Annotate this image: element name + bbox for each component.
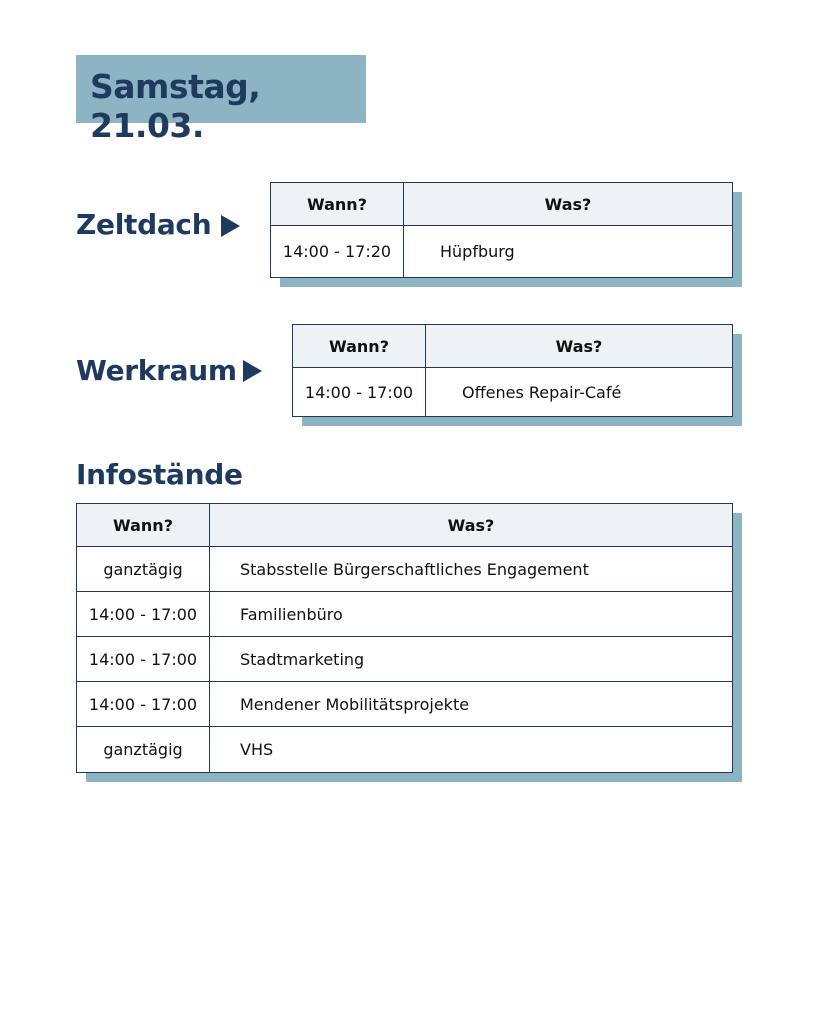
cell-what: Stadtmarketing — [210, 637, 733, 682]
col-header-when: Wann? — [293, 325, 426, 368]
cell-when: 14:00 - 17:00 — [293, 368, 426, 417]
col-header-what: Was? — [404, 183, 733, 226]
section-title-werkraum: Werkraum — [76, 354, 237, 387]
werkraum-table — [292, 324, 733, 417]
cell-what: Familienbüro — [210, 592, 733, 637]
table-row — [77, 547, 733, 592]
cell-what: Offenes Repair-Café — [426, 368, 733, 417]
table-header-row — [77, 504, 733, 547]
section-title-zeltdach: Zeltdach — [76, 208, 212, 241]
cell-what: Mendener Mobilitätsprojekte — [210, 682, 733, 727]
infostaende-table-wrap — [76, 503, 732, 772]
table-header-row — [271, 183, 733, 226]
play-triangle-icon — [221, 215, 240, 237]
table-row — [77, 592, 733, 637]
section-title-infostaende: Infostände — [76, 458, 243, 491]
cell-when: ganztägig — [77, 727, 210, 773]
cell-when: ganztägig — [77, 547, 210, 592]
zeltdach-table — [270, 182, 733, 278]
page-title: Samstag, 21.03. — [90, 67, 261, 145]
table-header-row — [293, 325, 733, 368]
table-row — [77, 727, 733, 773]
col-header-what: Was? — [426, 325, 733, 368]
cell-when: 14:00 - 17:20 — [271, 226, 404, 278]
cell-what: Stabsstelle Bürgerschaftliches Engagement — [210, 547, 733, 592]
infostaende-table — [76, 503, 733, 773]
cell-when: 14:00 - 17:00 — [77, 637, 210, 682]
cell-what: VHS — [210, 727, 733, 773]
table-row — [77, 637, 733, 682]
cell-what: Hüpfburg — [404, 226, 733, 278]
werkraum-table-wrap — [292, 324, 732, 416]
table-row — [77, 682, 733, 727]
zeltdach-table-wrap — [270, 182, 732, 277]
date-header — [76, 55, 366, 145]
col-header-when: Wann? — [77, 504, 210, 547]
col-header-when: Wann? — [271, 183, 404, 226]
table-row — [293, 368, 733, 417]
play-triangle-icon — [243, 360, 262, 382]
cell-when: 14:00 - 17:00 — [77, 682, 210, 727]
col-header-what: Was? — [210, 504, 733, 547]
table-row — [271, 226, 733, 278]
cell-when: 14:00 - 17:00 — [77, 592, 210, 637]
